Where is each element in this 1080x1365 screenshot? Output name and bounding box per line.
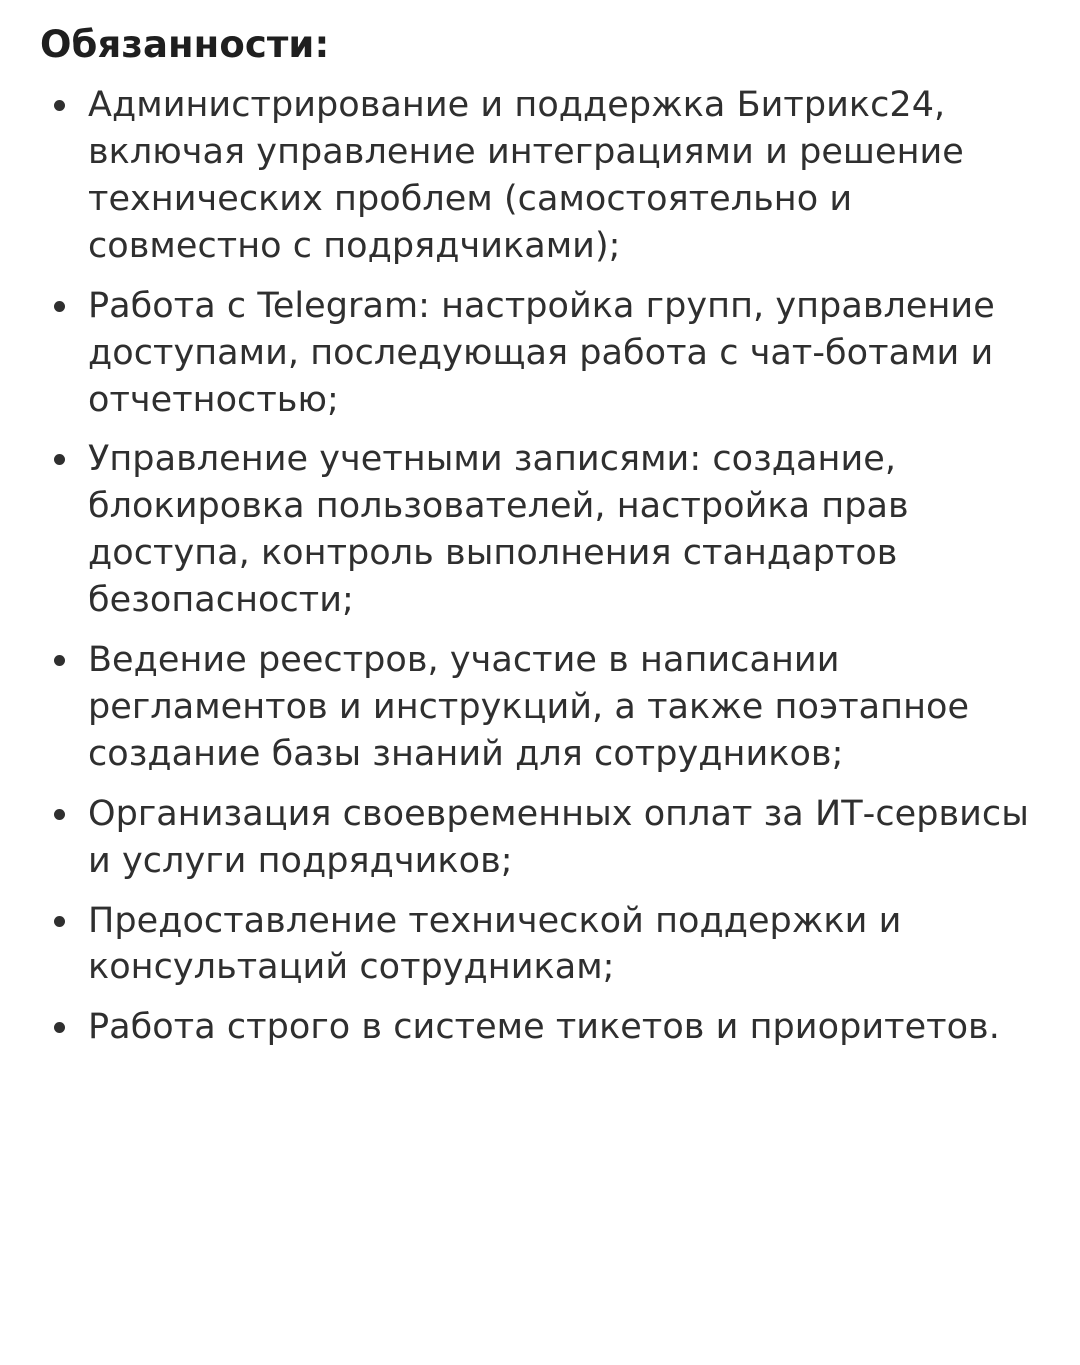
list-item-text: Работа с Telegram: настройка групп, управление доступами, последующая работа с чат-ботами и отчетностью;	[88, 285, 995, 420]
list-item	[40, 1004, 1040, 1051]
bullet-icon	[54, 655, 65, 666]
list-item-text: Организация своевременных оплат за ИТ-сервисы и услуги подрядчиков;	[88, 793, 1029, 881]
list-item	[40, 283, 1040, 424]
bullet-icon	[54, 809, 65, 820]
list-item-text: Предоставление технической поддержки и консультаций сотрудникам;	[88, 900, 902, 988]
list-item	[40, 791, 1040, 885]
list-item	[40, 436, 1040, 624]
bullet-icon	[54, 301, 65, 312]
bullet-icon	[54, 1022, 65, 1033]
list-item	[40, 82, 1040, 270]
list-item-text: Ведение реестров, участие в написании регламентов и инструкций, а также поэтапное создание базы знаний для сотрудников;	[88, 640, 970, 774]
bullet-icon	[54, 454, 65, 465]
list-item-text: Администрирование и поддержка Битрикс24, включая управление интеграциями и решение технических проблем (самостоятельно и совместно с подрядчиками);	[88, 85, 964, 266]
duties-list	[40, 82, 1040, 1051]
list-item	[40, 898, 1040, 992]
list-item-text: Работа строго в системе тикетов и приоритетов.	[88, 1007, 1000, 1048]
bullet-icon	[54, 916, 65, 927]
section-heading-duties: Обязанности:	[40, 23, 330, 66]
list-item	[40, 637, 1040, 778]
bullet-icon	[54, 100, 65, 111]
list-item-text: Управление учетными записями: создание, блокировка пользователей, настройка прав доступа, контроль выполнения стандартов безопасности;	[88, 439, 909, 621]
